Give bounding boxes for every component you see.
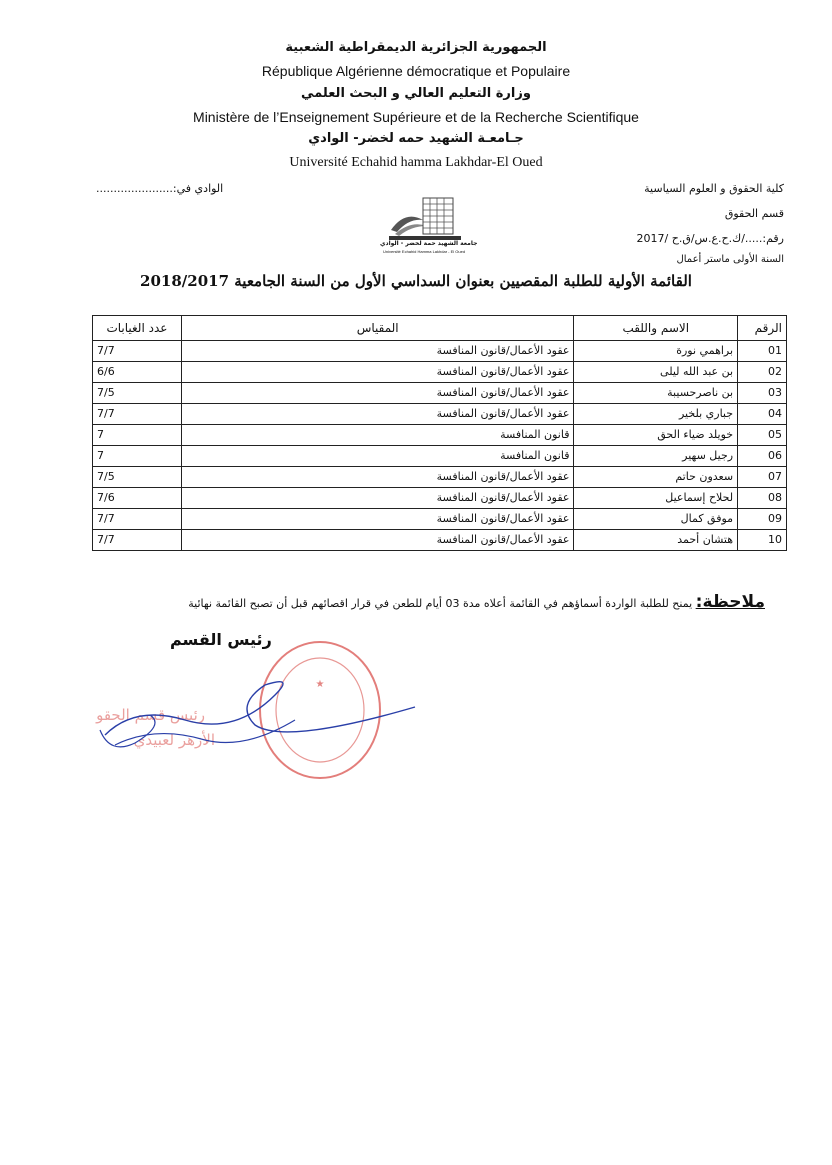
table-row: [93, 467, 787, 488]
table-row: [93, 404, 787, 425]
row-number: 05: [738, 425, 787, 446]
row-number: 03: [738, 383, 787, 404]
row-subject: قانون المنافسة: [181, 446, 574, 467]
row-subject: عقود الأعمال/قانون المنافسة: [181, 467, 574, 488]
header-number: الرقم: [738, 316, 787, 341]
header-subject: المقياس: [181, 316, 574, 341]
row-absences: 7/7: [93, 530, 182, 551]
row-name: موفق كمال: [574, 509, 738, 530]
table-row: [93, 341, 787, 362]
republic-arabic: الجمهورية الجزائرية الديمقراطية الشعبية: [285, 40, 547, 55]
stamp-signature-icon: [95, 625, 425, 785]
reference-number: رقم:...../ك.ح.ع.س/ق.ح /2017: [636, 232, 784, 245]
row-absences: 7/6: [93, 488, 182, 509]
row-number: 10: [738, 530, 787, 551]
faculty-name: كلية الحقوق و العلوم السياسية: [644, 182, 784, 195]
row-name: لحلاح إسماعيل: [574, 488, 738, 509]
row-subject: عقود الأعمال/قانون المنافسة: [181, 488, 574, 509]
table-row: [93, 488, 787, 509]
row-absences: 7/5: [93, 383, 182, 404]
row-absences: 7: [93, 446, 182, 467]
table-row: [93, 530, 787, 551]
row-name: براهمي نورة: [574, 341, 738, 362]
row-subject: عقود الأعمال/قانون المنافسة: [181, 383, 574, 404]
ministry-french: Ministère de l’Enseignement Supérieure et de la Recherche Scientifique: [193, 109, 639, 125]
row-absences: 7/7: [93, 404, 182, 425]
department-head-label: رئيس القسم: [170, 630, 272, 649]
row-subject: عقود الأعمال/قانون المنافسة: [181, 341, 574, 362]
table-row: [93, 446, 787, 467]
logo-caption: جامعة الشهيد حمة لخضر - الوادي: [380, 240, 478, 247]
university-arabic: جـامعـة الشهيد حمه لخضر- الوادي: [308, 131, 524, 146]
note-label: ملاحظة:: [695, 592, 765, 612]
svg-text:★: ★: [315, 679, 325, 690]
ministry-arabic: وزارة التعليم العالي و البحث العلمي: [301, 86, 531, 101]
place-date: الوادي في:......................: [96, 182, 224, 195]
row-absences: 6/6: [93, 362, 182, 383]
department-name: قسم الحقوق: [724, 207, 784, 220]
table-row: [93, 383, 787, 404]
row-number: 02: [738, 362, 787, 383]
row-number: 08: [738, 488, 787, 509]
row-name: سعدون حاتم: [574, 467, 738, 488]
row-subject: قانون المنافسة: [181, 425, 574, 446]
row-name: خويلد ضياء الحق: [574, 425, 738, 446]
stamp-name: الأزهر لعبيدي: [133, 731, 215, 749]
row-subject: عقود الأعمال/قانون المنافسة: [181, 530, 574, 551]
row-name: هتشان أحمد: [574, 530, 738, 551]
row-subject: عقود الأعمال/قانون المنافسة: [181, 404, 574, 425]
stamp-text: رئيس قسم الحقوق: [95, 706, 205, 724]
note-text: يمنح للطلبة الواردة أسماؤهم في القائمة أعلاه مدة 03 أيام للطعن في قرار اقصائهم قبل أن تصبح القائمة نهائية: [188, 597, 693, 610]
table-row: [93, 509, 787, 530]
row-name: بن عبد الله ليلى: [574, 362, 738, 383]
row-name: جباري بلخير: [574, 404, 738, 425]
university-french: Université Echahid hamma Lakhdar-El Oued: [289, 155, 543, 170]
table-row: [93, 425, 787, 446]
row-absences: 7/5: [93, 467, 182, 488]
row-absences: 7: [93, 425, 182, 446]
row-name: بن ناصرحسيبة: [574, 383, 738, 404]
row-subject: عقود الأعمال/قانون المنافسة: [181, 362, 574, 383]
excluded-students-table: [92, 315, 787, 551]
row-number: 04: [738, 404, 787, 425]
row-number: 07: [738, 467, 787, 488]
department-stamp: [95, 625, 425, 789]
row-absences: 7/7: [93, 509, 182, 530]
row-number: 06: [738, 446, 787, 467]
header-name: الاسم واللقب: [574, 316, 738, 341]
row-name: رجيل سهير: [574, 446, 738, 467]
republic-french: République Algérienne démocratique et Populaire: [261, 63, 571, 79]
logo-caption-fr: Université Echahid Hamma Lakhdar - El Oued: [383, 249, 466, 254]
row-number: 09: [738, 509, 787, 530]
row-absences: 7/7: [93, 341, 182, 362]
note: [110, 592, 765, 612]
table-row: [93, 362, 787, 383]
year-level: السنة الأولى ماستر أعمال: [676, 254, 784, 265]
row-number: 01: [738, 341, 787, 362]
document-title: القائمة الأولية للطلبة المقصيين بعنوان السداسي الأول من السنة الجامعية 2018/2017: [140, 272, 692, 290]
table-header-row: [93, 316, 787, 341]
header-absences: عدد الغيابات: [93, 316, 182, 341]
row-subject: عقود الأعمال/قانون المنافسة: [181, 509, 574, 530]
